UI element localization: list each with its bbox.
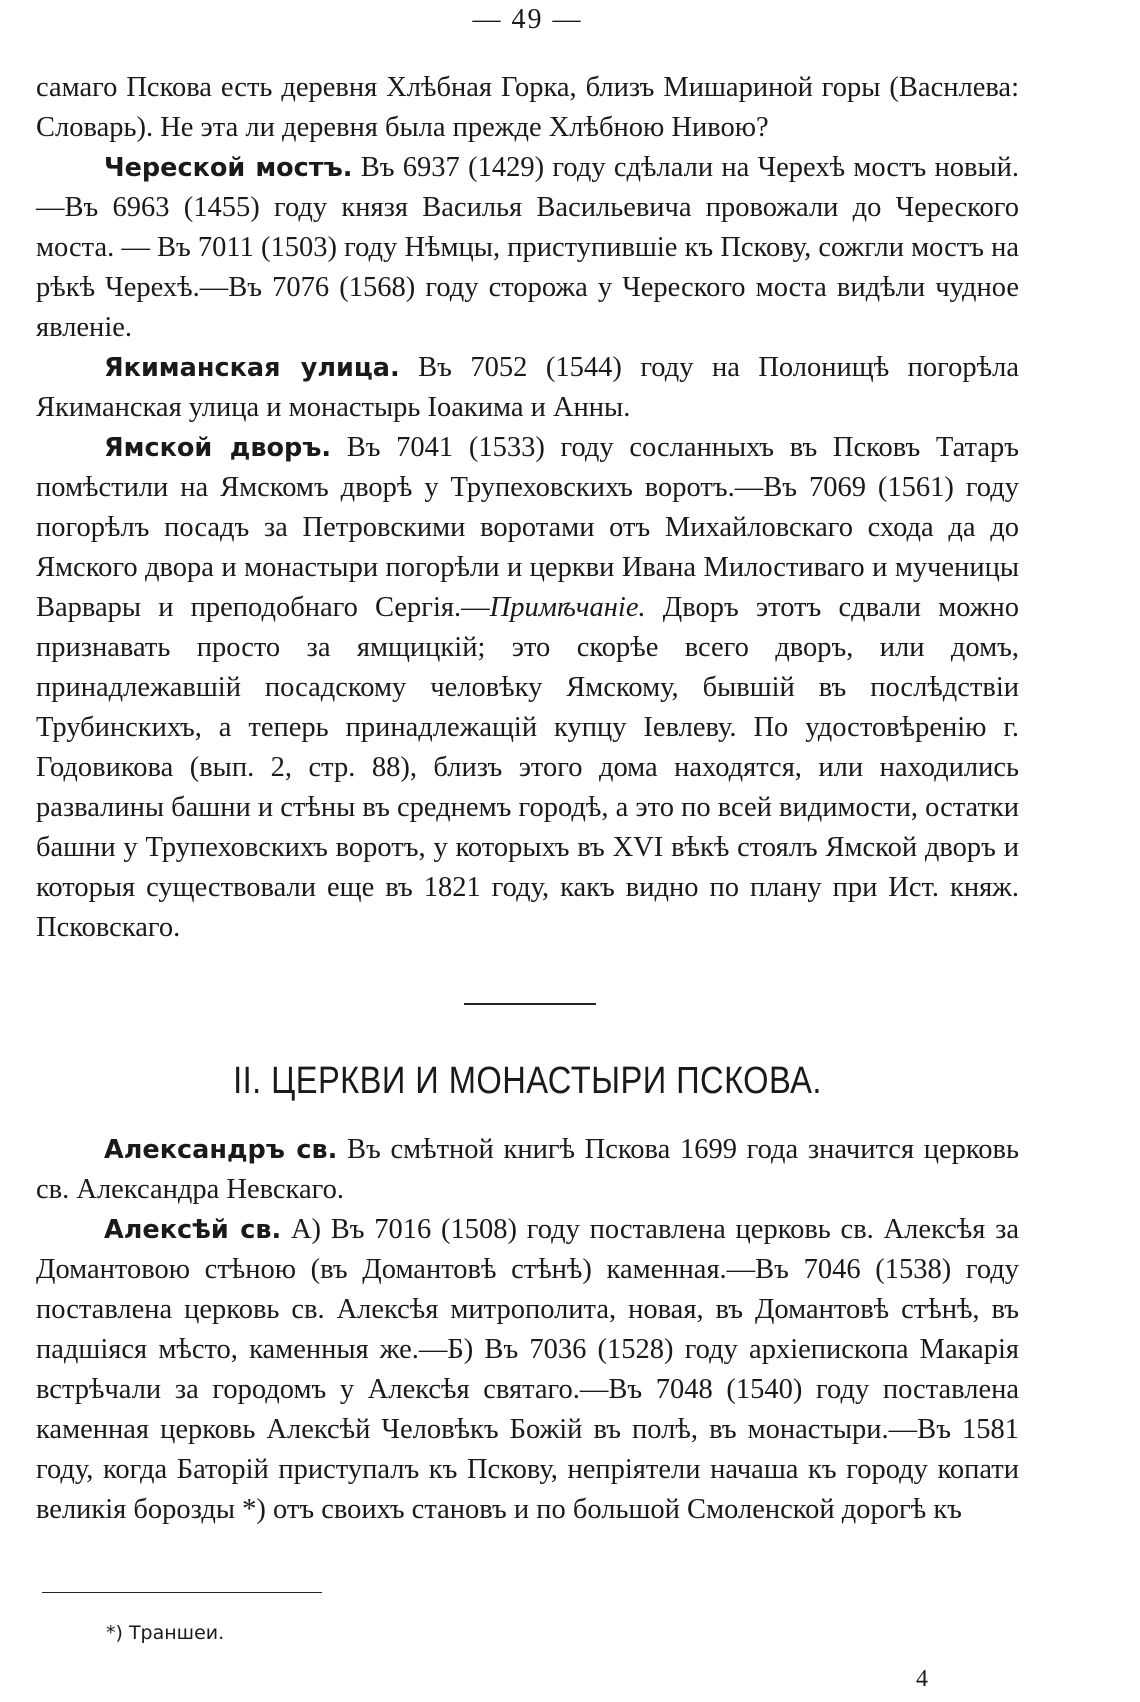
body-text-top (36, 68, 1019, 948)
paragraph-continuation (36, 68, 1019, 148)
entry-headword: Череской мостъ. (104, 153, 353, 183)
document-page (36, 0, 1019, 1702)
signature-mark: 4 (916, 1666, 928, 1692)
page-number: — 49 — (472, 4, 583, 35)
entry-text-after-note: Дворъ этотъ сдвали можно признавать просто за ямщицкій; это скорѣе всего дворъ, или домъ, принадлежавшій посадскому человѣку Ямскому, бывшій въ послѣдствіи Трубинскихъ, а теперь принадлежащій купцу Іевлеву. По удостовѣренію г. Годовикова (вып. 2, стр. 88), близъ этого дома находятся, или находились развалины башни и стѣны въ среднемъ городѣ, а это по всей видимости, остатки башни у Трупеховскихъ воротъ, у которыхъ въ XVI вѣкѣ стоялъ Ямской дворъ и которыя существовали еще въ 1821 году, какъ видно по плану при Ист. княж. Псковскаго. (36, 592, 1019, 943)
entry-text: Въ смѣтной книгѣ Пскова 1699 года значится церковь св. Александра Невскаго. (36, 1134, 1019, 1205)
entry-yamskoy-dvor (36, 428, 1019, 948)
entry-aleksandr (36, 1130, 1019, 1210)
entry-yakimanskaya-ulitsa (36, 348, 1019, 428)
entry-text: Въ 6937 (1429) году сдѣлали на Черехѣ мостъ новый.—Въ 6963 (1455) году князя Василья Васильевича провожали до Череского моста. — Въ 7011 (1503) году Нѣмцы, приступившіе къ Пскову, сожгли мостъ на рѣкѣ Черехѣ.—Въ 7076 (1568) году сторожа у Череского моста видѣли чудное явленіе. (36, 152, 1019, 343)
body-text-bottom (36, 1130, 1019, 1530)
entry-headword: Якиманская улица. (104, 353, 400, 383)
entry-chereskoy-most (36, 148, 1019, 348)
footnote: *) Траншеи. (106, 1622, 225, 1644)
entry-aleksey (36, 1210, 1019, 1530)
paragraph-text: самаго Пскова есть деревня Хлѣбная Горка, близъ Мишариной горы (Васнлева: Словарь). Не эта ли деревня была прежде Хлѣбною Нивою? (36, 72, 1019, 143)
entry-text: Въ 7041 (1533) году сосланныхъ въ Псковъ Татаръ помѣстили на Ямскомъ дворѣ у Трупеховскихъ воротъ.—Въ 7069 (1561) году погорѣлъ посадъ за Петровскими воротами отъ Михайловскаго схода да до Ямского двора и монастыри погорѣли и церкви Ивана Милостиваго и мученицы Варвары и преподобнаго Сергія.— (36, 432, 1019, 623)
entry-headword: Алексѣй св. (104, 1215, 282, 1245)
note-label: Примѣчаніе. (489, 592, 646, 623)
footnote-rule (42, 1592, 322, 1593)
section-title: II. ЦЕРКВИ И МОНАСТЫРИ ПСКОВА. (233, 1060, 822, 1102)
entry-headword: Александръ св. (104, 1135, 338, 1165)
entry-text: А) Въ 7016 (1508) году поставлена церковь св. Алексѣя за Домантовою стѣною (въ Домантовѣ стѣнѣ) каменная.—Въ 7046 (1538) году поставлена церковь св. Алексѣя митрополита, новая, въ Домантовѣ стѣнѣ, въ падшіяся мѣсто, каменныя же.—Б) Въ 7036 (1528) году архіепископа Макарія встрѣчали за городомъ у Алексѣя святаго.—Въ 7048 (1540) году поставлена каменная церковь Алексѣй Человѣкъ Божій въ полѣ, въ монастыри.—Въ 1581 году, когда Баторій приступалъ къ Пскову, непріятели начаша къ городу копати великія борозды *) отъ своихъ становъ и по большой Смоленской дорогѣ къ (36, 1214, 1019, 1525)
entry-headword: Ямской дворъ. (104, 433, 332, 463)
entry-text: Въ 7052 (1544) году на Полонищѣ погорѣла Якиманская улица и монастырь Іоакима и Анны. (36, 352, 1019, 423)
section-divider (464, 1003, 596, 1005)
